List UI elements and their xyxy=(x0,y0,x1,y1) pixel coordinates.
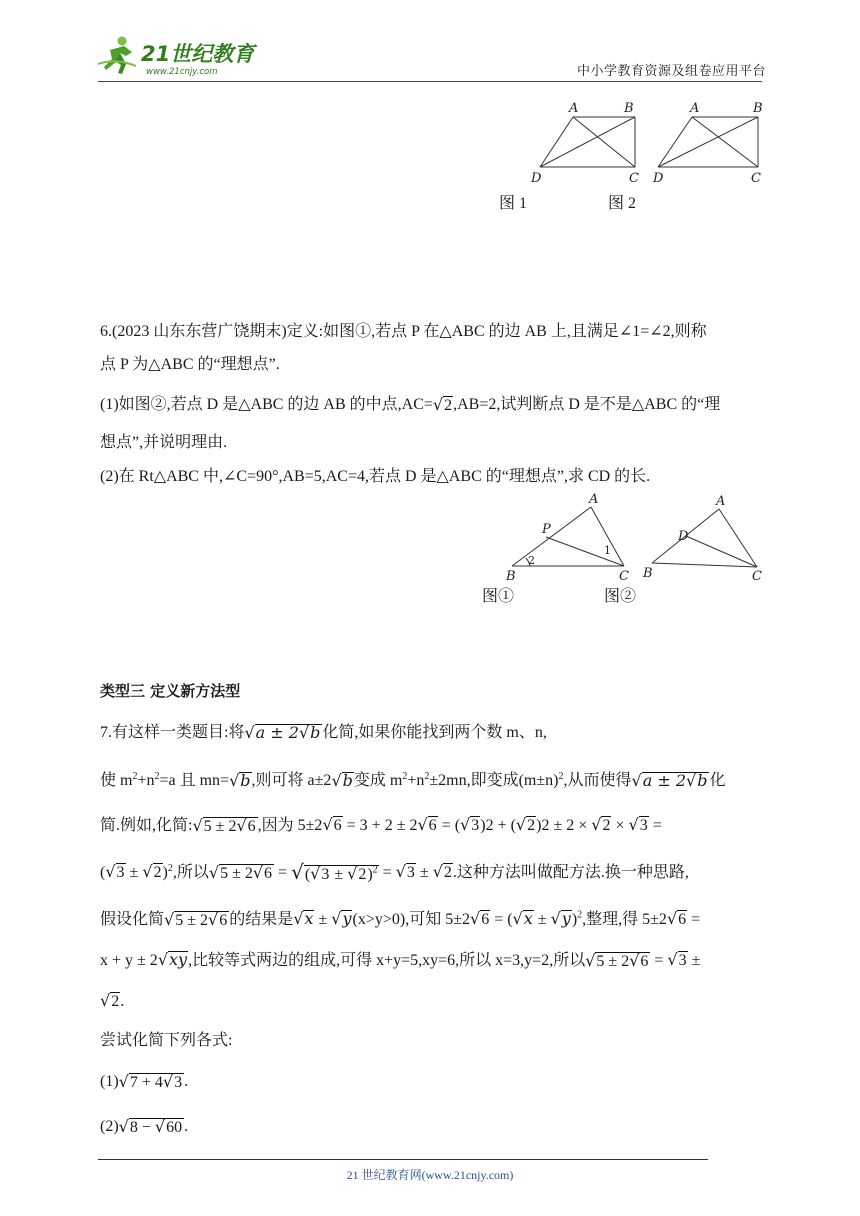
footer-site-link[interactable]: 21 世纪教育网(www.21cnjy.com) xyxy=(346,1168,514,1182)
header-platform-title: 中小学教育资源及组卷应用平台 xyxy=(577,64,767,79)
q6-part2: (2)在 Rt△ABC 中,∠C=90°,AB=5,AC=4,若点 D 是△ABC 的“理想点”,求 CD 的长. xyxy=(100,468,651,485)
q7-try: 尝试化简下列各式: xyxy=(100,1032,233,1049)
figure-2-caption: 图 2 xyxy=(608,195,637,212)
q7-line6: x + y ± 2√xy,比较等式两边的组成,可得 x+y=5,xy=6,所以 x=3,y=2,所以√5 ± 2√6 = √3 ± xyxy=(100,950,701,970)
fig2-label-D: D xyxy=(653,171,664,186)
fig2-label-A: A xyxy=(690,101,700,116)
q6-fig2-label-A: A xyxy=(716,494,726,509)
q6-fig2-label-D: D xyxy=(678,529,689,544)
logo-wordmark: 21世纪教育 xyxy=(141,42,255,66)
angle-2-label: 2 xyxy=(528,554,535,567)
q7-line5: 假设化简√5 ± 2√6 的结果是√x ± √y(x>y>0),可知 $5\pm 2√6 = (√x \pm √y)^2$,整理,得 5±2√6 = xyxy=(100,909,701,929)
q6-line2: 点 P 为△ABC 的“理想点”. xyxy=(100,356,280,373)
q6-part1-line2: 想点”,并说明理由. xyxy=(100,434,228,451)
q7-part2: (2)√8 − √60 . xyxy=(100,1117,189,1136)
figure-q6-1-caption: 图① xyxy=(482,588,515,605)
runner-logo-icon xyxy=(96,34,266,78)
q6-fig2-label-B: B xyxy=(643,566,653,581)
footer-divider xyxy=(98,1159,708,1160)
q7-line3: 简.例如,化简:√5 ± 2√6 ,因为 5±2√6 = 3 + 2 ± 2√6 = (√3)2 + (√2)2 ± 2 × √2 × √3 = xyxy=(100,815,662,835)
figure-q6-2-caption: 图② xyxy=(604,588,637,605)
q6-fig1-label-P: P xyxy=(542,522,551,537)
q6-part1: (1)如图②,若点 D 是△ABC 的边 AB 的中点,AC=√2,AB=2,试判断点 D 是不是△ABC 的“理 xyxy=(100,395,721,414)
q6-line1: 6.(2023 山东东营广饶期末)定义:如图①,若点 P 在△ABC 的边 AB 上,且满足∠1=∠2,则称 xyxy=(100,323,707,340)
q6-fig2-label-C: C xyxy=(752,569,762,584)
fig1-label-D: D xyxy=(531,171,542,186)
fig1-label-B: B xyxy=(624,101,634,116)
q7-line7: √2. xyxy=(100,991,125,1010)
q7-part1: (1)√7 + 4√3 . xyxy=(100,1072,189,1091)
site-logo xyxy=(96,34,266,78)
sqrt-2: √2 xyxy=(432,395,453,414)
figure-1-2 xyxy=(525,100,770,186)
angle-1-label: 1 xyxy=(604,544,611,557)
figure-1-caption: 图 1 xyxy=(499,195,528,212)
fig2-label-B: B xyxy=(753,101,763,116)
fig1-label-A: A xyxy=(569,101,579,116)
q7-line4: $(√3 \pm √2)^2$,所以$√5 \pm 2√6 = √(√3 \pm √2)^2 = √3 \pm √2$.这种方法叫做配方法.换一种思路, xyxy=(100,860,689,884)
q6-fig1-label-C: C xyxy=(619,569,629,584)
q6-fig1-label-A: A xyxy=(589,492,599,507)
q6-fig1-label-B: B xyxy=(506,569,516,584)
q7-line1: 7.有这样一类题目:将√a ± 2√b 化简,如果你能找到两个数 m、n, xyxy=(100,723,547,742)
logo-url: www.21cnjy.com xyxy=(146,67,218,77)
fig2-label-C: C xyxy=(751,171,761,186)
fig1-label-C: C xyxy=(629,171,639,186)
header-divider xyxy=(98,81,762,82)
section-3-title: 类型三 定义新方法型 xyxy=(100,682,241,700)
q7-line2: 使 $m^2+n^2=a$ 且 mn=√b,则可将 a±2√b变成 $m^2+n^2\pm 2mn$,即变成$(m\pm n)^2$,从而使得√a ± 2√b 化 xyxy=(100,770,726,790)
figure-q6-triangles xyxy=(500,492,770,584)
